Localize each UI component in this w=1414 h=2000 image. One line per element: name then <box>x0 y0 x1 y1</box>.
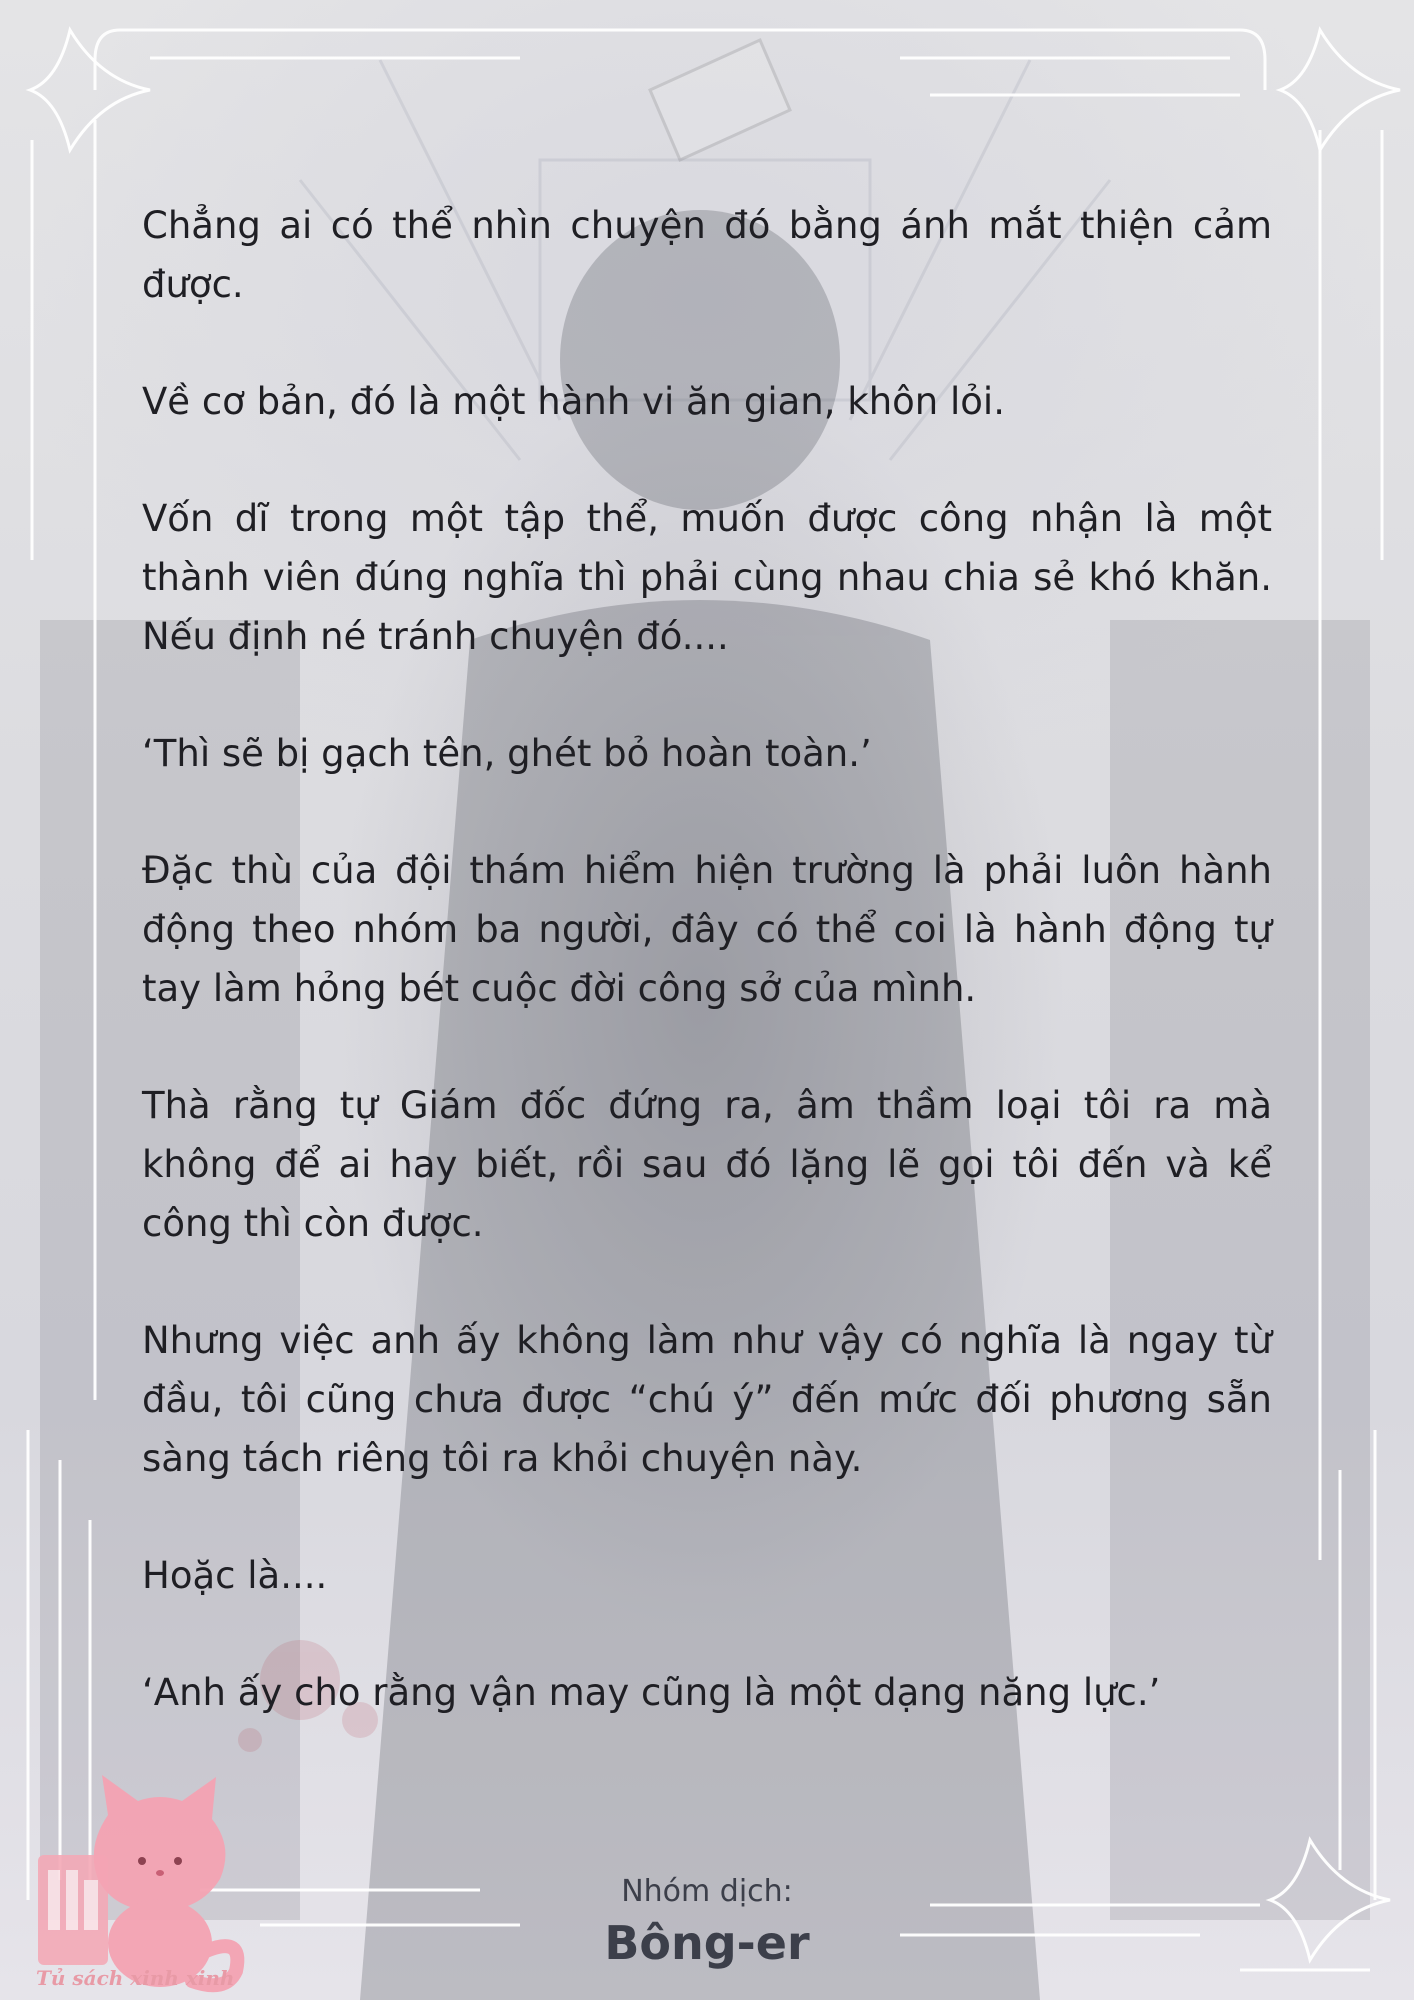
paragraph: ‘Anh ấy cho rằng vận may cũng là một dạng năng lực.’ <box>142 1671 1161 1714</box>
paragraph: Về cơ bản, đó là một hành vi ăn gian, khôn lỏi. <box>142 380 1005 423</box>
paragraph: Vốn dĩ trong một tập thể, muốn được công nhận là một thành viên đúng nghĩa thì phải cùng nhau chia sẻ khó khăn. Nếu định né tránh chuyện đó.... <box>142 497 1272 658</box>
chapter-text <box>142 196 1272 1780</box>
cat-icon <box>94 1775 238 1987</box>
logo-text: Tủ sách xinh xinh <box>36 1966 235 1990</box>
paragraph: Hoặc là.... <box>142 1554 328 1597</box>
paragraph: ‘Thì sẽ bị gạch tên, ghét bỏ hoàn toàn.’ <box>142 732 872 775</box>
paragraph: Chẳng ai có thể nhìn chuyện đó bằng ánh mắt thiện cảm được. <box>142 204 1272 306</box>
paragraph: Nhưng việc anh ấy không làm như vậy có nghĩa là ngay từ đầu, tôi cũng chưa được “chú ý” đến mức đối phương sẵn sàng tách riêng tôi ra khỏi chuyện này. <box>142 1319 1272 1480</box>
paragraph: Thà rằng tự Giám đốc đứng ra, âm thầm loại tôi ra mà không để ai hay biết, rồi sau đó lặng lẽ gọi tôi đến và kể công thì còn được. <box>142 1084 1272 1245</box>
paragraph: Đặc thù của đội thám hiểm hiện trường là phải luôn hành động theo nhóm ba người, đây có thể coi là hành động tự tay làm hỏng bét cuộc đời công sở của mình. <box>142 849 1272 1010</box>
translator-label: Nhóm dịch: <box>621 1874 793 1909</box>
translator-name: Bông-er <box>604 1916 810 1970</box>
